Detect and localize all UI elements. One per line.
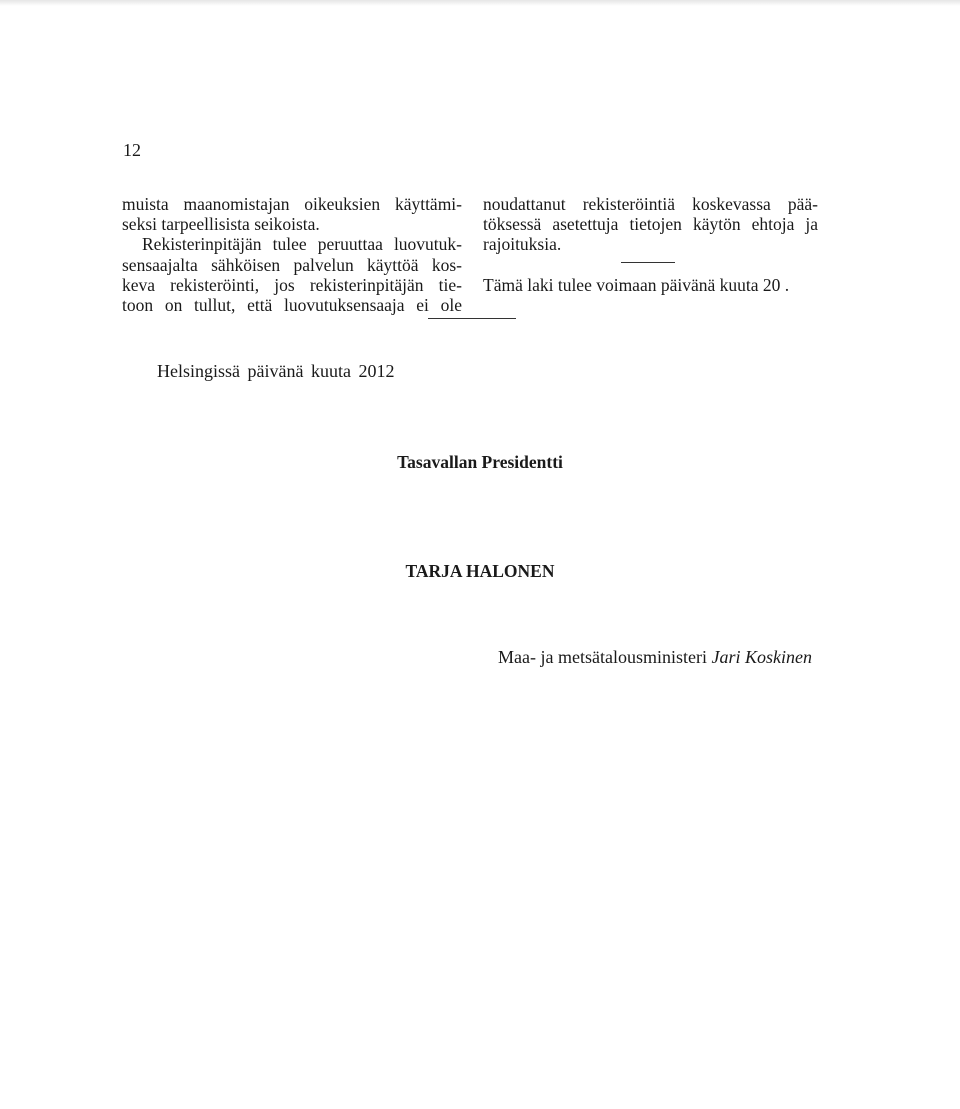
minister-title: Maa- ja metsätalousministeri — [498, 647, 707, 667]
left-line-6: toon on tullut, että luovutuksensaaja ei ole — [122, 295, 462, 316]
right-column — [483, 194, 818, 295]
right-line-2: töksessä asetettuja tietojen käytön ehtoja ja — [483, 214, 818, 235]
signer-title: Tasavallan Presidentti — [397, 452, 563, 472]
page-number: 12 — [123, 140, 141, 160]
right-line-1: noudattanut rekisteröintiä koskevassa pää- — [483, 194, 818, 214]
effective-clause: Tämä laki tulee voimaan päivänä kuuta 20 . — [483, 274, 790, 295]
minister-name: Jari Koskinen — [711, 647, 812, 667]
right-line-3: rajoituksia. — [483, 234, 562, 255]
page-top-edge — [0, 0, 960, 6]
signer-name: TARJA HALONEN — [405, 561, 555, 581]
section-divider-right — [621, 262, 675, 263]
section-divider-left — [428, 318, 516, 319]
left-line-3: Rekisterinpitäjän tulee peruuttaa luovutuk- — [142, 234, 462, 255]
left-line-4: sensaajalta sähköisen palvelun käyttöä kos- — [122, 254, 462, 275]
place-date: Helsingissä päivänä kuuta 2012 — [157, 361, 395, 381]
left-line-5: keva rekisteröinti, jos rekisterinpitäjän tie- — [122, 274, 462, 295]
left-line-1: muista maanomistajan oikeuksien käyttämi- — [122, 194, 462, 214]
minister-signature — [498, 647, 812, 668]
left-column — [122, 194, 462, 315]
left-line-2: seksi tarpeellisista seikoista. — [122, 214, 320, 235]
